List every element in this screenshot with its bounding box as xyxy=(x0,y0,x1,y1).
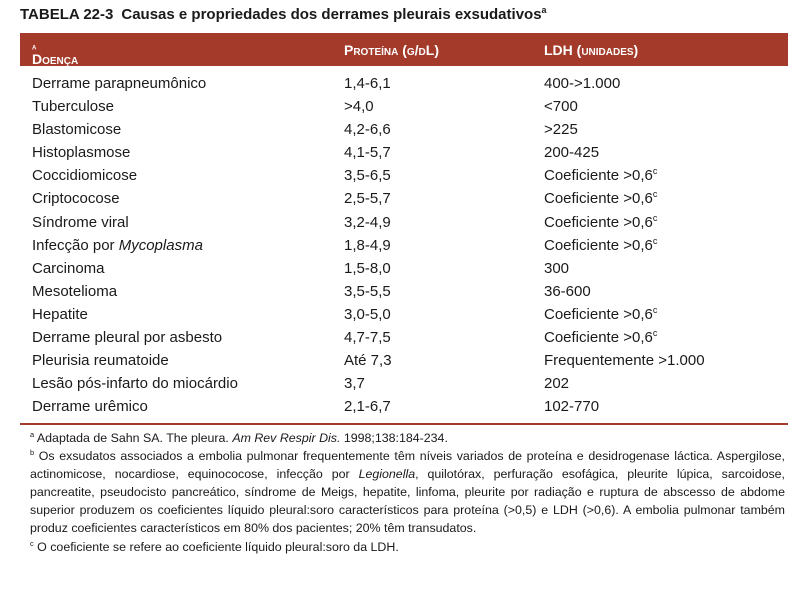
cell-ldh xyxy=(544,190,657,207)
table-row xyxy=(20,327,788,350)
cell-protein: 3,5-5,5 xyxy=(344,282,391,300)
disease-name: Hepatite xyxy=(32,305,88,323)
disease-name: Coccidiomicose xyxy=(32,167,138,185)
footnotes xyxy=(30,429,785,556)
cell-ldh xyxy=(544,237,657,254)
disease-name: Blastomicose xyxy=(32,121,122,139)
ldh-value: >225 xyxy=(544,121,578,139)
cell-protein: 3,2-4,9 xyxy=(344,213,391,231)
header-disease xyxy=(32,41,79,67)
ldh-footnote-mark: c xyxy=(652,304,658,315)
disease-name: Histoplasmose xyxy=(32,144,131,162)
ldh-value: Frequentemente >1.000 xyxy=(544,352,705,370)
cell-disease xyxy=(32,167,137,184)
cell-protein: 4,7-7,5 xyxy=(344,329,391,347)
cell-disease xyxy=(32,306,88,323)
cell-ldh xyxy=(544,144,599,161)
ldh-value: 202 xyxy=(544,375,570,393)
cell-ldh xyxy=(544,167,657,184)
ldh-value: Coeficiente >0,6 xyxy=(544,305,653,323)
cell-disease xyxy=(32,283,117,300)
disease-name: Lesão pós-infarto do miocárdio xyxy=(32,375,238,393)
cell-protein: 4,1-5,7 xyxy=(344,144,391,162)
footnote-b-mark: b xyxy=(30,447,35,457)
footnote-c xyxy=(30,538,785,556)
cell-disease xyxy=(32,329,222,346)
table-title-text: Causas e propriedades dos derrames pleurais exsudativos xyxy=(121,6,542,23)
disease-name: Derrame parapneumônico xyxy=(32,75,207,92)
ldh-value: 400->1.000 xyxy=(544,75,621,92)
cell-protein: 1,4-6,1 xyxy=(344,75,391,92)
cell-ldh xyxy=(544,283,591,300)
cell-protein: 4,2-6,6 xyxy=(344,121,391,139)
table-row xyxy=(20,373,788,396)
table-row xyxy=(20,142,788,165)
disease-name: Pleurisia reumatoide xyxy=(32,352,169,370)
disease-name: Criptococose xyxy=(32,190,120,208)
cell-disease xyxy=(32,144,130,161)
cell-protein: 1,5-8,0 xyxy=(344,259,391,277)
footnote-b xyxy=(30,447,785,537)
disease-name-italic: Mycoplasma xyxy=(118,236,203,254)
cell-disease xyxy=(32,190,120,207)
table-row xyxy=(20,258,788,281)
cell-disease xyxy=(32,352,169,369)
cell-ldh xyxy=(544,214,657,231)
table-row xyxy=(20,235,788,258)
disease-name: Infecção por xyxy=(32,236,119,254)
disease-name: Carcinoma xyxy=(32,259,105,277)
ldh-value: 102-770 xyxy=(544,398,600,416)
header-disease-label: Doença xyxy=(32,51,79,67)
disease-name: Derrame urêmico xyxy=(32,398,148,416)
cell-disease xyxy=(32,214,129,231)
cell-ldh xyxy=(544,398,599,415)
ldh-value: <700 xyxy=(544,98,578,116)
ldh-value: 200-425 xyxy=(544,144,600,162)
cell-ldh xyxy=(544,75,620,92)
cell-ldh xyxy=(544,352,705,369)
footnote-b-text2: , quilotórax, perfuração esofágica, pleurite lúpica, sarcoidose, pancreatite, pseudocisto pancreático, síndrome de Meigs, hepatite, linfoma, pleurite por radiação e ruptura de abscesso de abdome superior produzem os coeficientes líquido pleural:soro característicos para proteína (>0,5) e LDH (>0,6). A embolia pulmonar também produz coeficientes característicos em 80% dos pacientes; 20% têm transudatos. xyxy=(30,467,785,536)
footnote-c-mark: c xyxy=(30,538,34,548)
cell-protein: 3,5-6,5 xyxy=(344,167,391,185)
table-row xyxy=(20,350,788,373)
ldh-footnote-mark: c xyxy=(652,328,658,339)
cell-protein: 3,0-5,0 xyxy=(344,305,391,323)
ldh-footnote-mark: c xyxy=(652,212,658,223)
cell-protein: 2,5-5,7 xyxy=(344,190,391,208)
table-header xyxy=(20,33,788,66)
cell-disease xyxy=(32,375,238,392)
cell-disease xyxy=(32,237,203,254)
cell-protein: 3,7 xyxy=(344,375,365,393)
cell-disease xyxy=(32,260,105,277)
cell-ldh xyxy=(544,260,569,277)
footnote-a xyxy=(30,429,785,447)
disease-name: Tuberculose xyxy=(32,98,114,116)
footnote-a-journal: Am Rev Respir Dis. xyxy=(232,431,341,445)
table-row xyxy=(20,396,788,419)
ldh-value: Coeficiente >0,6 xyxy=(544,329,653,347)
table-row xyxy=(20,165,788,188)
cell-disease xyxy=(32,98,114,115)
header-protein: Proteína (g/dL) xyxy=(344,42,439,58)
footnote-b-text1: Os exsudatos associados a embolia pulmonar frequentemente têm níveis variados de proteína e desidrogenase láctica. Aspergilose, actinomicose, nocardiose, equinococose, infecção por xyxy=(30,449,785,482)
disease-name: Síndrome viral xyxy=(32,213,129,231)
table-row xyxy=(20,304,788,327)
table-row xyxy=(20,212,788,235)
cell-disease xyxy=(32,398,148,415)
ldh-value: 300 xyxy=(544,259,570,277)
footnote-a-text2: 1998;138:184-234. xyxy=(340,431,448,445)
footnote-a-text1: Adaptada de Sahn SA. The pleura. xyxy=(34,431,233,445)
ldh-value: Coeficiente >0,6 xyxy=(544,236,653,254)
table-row xyxy=(20,119,788,142)
ldh-footnote-mark: c xyxy=(652,166,658,177)
footnote-a-mark: a xyxy=(30,429,35,439)
ldh-value: Coeficiente >0,6 xyxy=(544,167,653,185)
header-ldh: LDH (unidades) xyxy=(544,42,639,58)
table-title xyxy=(20,6,547,23)
cell-ldh xyxy=(544,121,578,138)
table-number: TABELA 22-3 xyxy=(20,6,114,23)
cell-ldh xyxy=(544,306,657,323)
table-row xyxy=(20,73,788,96)
cell-protein: 1,8-4,9 xyxy=(344,236,391,254)
ldh-footnote-mark: c xyxy=(652,235,658,246)
ldh-value: Coeficiente >0,6 xyxy=(544,190,653,208)
table-row xyxy=(20,96,788,119)
cell-ldh xyxy=(544,329,657,346)
disease-name: Mesotelioma xyxy=(32,282,118,300)
cell-ldh xyxy=(544,98,578,115)
cell-protein: 2,1-6,7 xyxy=(344,398,391,416)
table-row xyxy=(20,188,788,211)
ldh-footnote-mark: c xyxy=(652,189,658,200)
ldh-value: Coeficiente >0,6 xyxy=(544,213,653,231)
cell-protein: Até 7,3 xyxy=(344,352,392,370)
footnote-b-italic: Legionella xyxy=(358,467,416,482)
title-footnote-mark: a xyxy=(541,5,547,15)
table-bottom-rule xyxy=(20,423,788,425)
table-body xyxy=(20,73,788,419)
ldh-value: 36-600 xyxy=(544,282,591,300)
footnote-c-text: O coeficiente se refere ao coeficiente líquido pleural:soro da LDH. xyxy=(33,539,399,554)
cell-ldh xyxy=(544,375,569,392)
cell-disease xyxy=(32,121,121,138)
cell-protein: >4,0 xyxy=(344,98,374,116)
table-row xyxy=(20,281,788,304)
cell-disease xyxy=(32,75,206,92)
header-disease-footnote-mark: a xyxy=(32,41,37,52)
disease-name: Derrame pleural por asbesto xyxy=(32,329,223,347)
